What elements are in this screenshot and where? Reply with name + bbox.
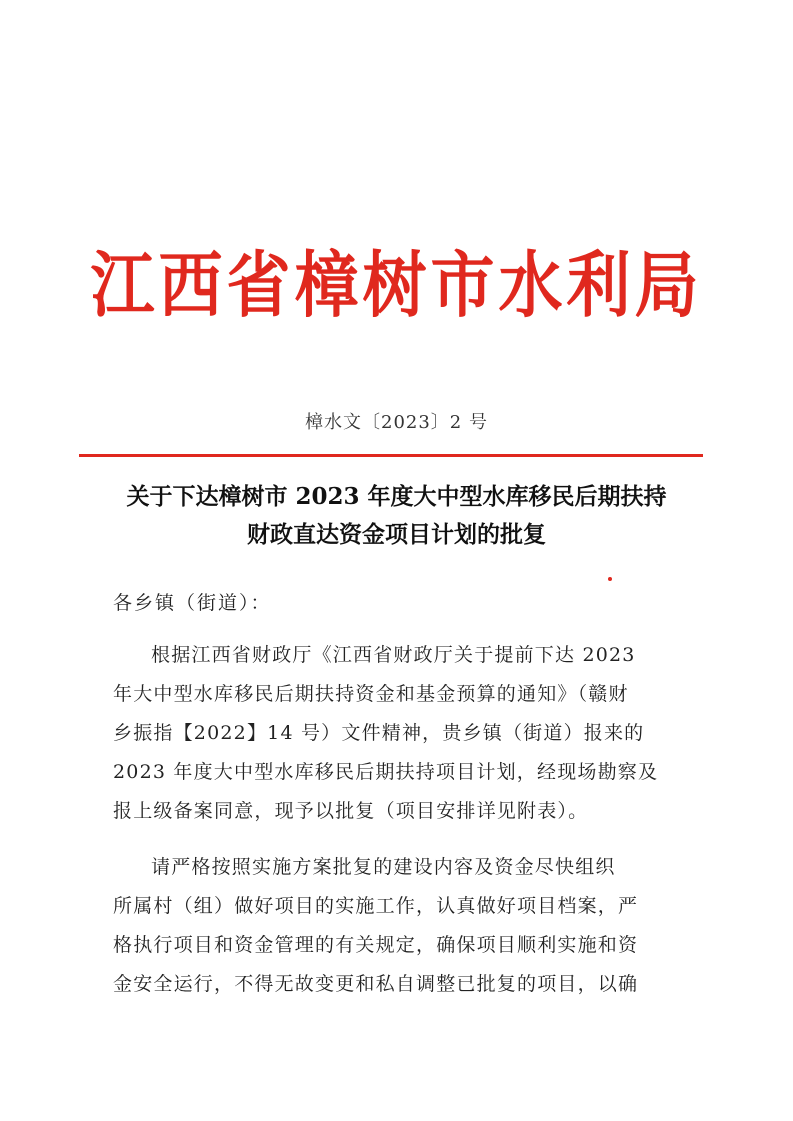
paragraph-1: [113, 636, 673, 831]
paragraph-line: 格执行项目和资金管理的有关规定，确保项目顺利实施和资: [113, 934, 639, 956]
paragraph-line: 2023 年度大中型水库移民后期扶持项目计划，经现场勘察及: [113, 761, 659, 783]
paragraph-2: [113, 848, 673, 1004]
paragraph-line: 报上级备案同意，现予以批复（项目安排详见附表）。: [113, 800, 589, 822]
paragraph-line: 年大中型水库移民后期扶持资金和基金预算的通知》（赣财: [113, 683, 629, 705]
red-divider-line: [79, 454, 703, 457]
document-number: 樟水文〔2023〕2 号: [305, 412, 488, 433]
paragraph-line: 金安全运行，不得无故变更和私自调整已批复的项目，以确: [113, 973, 639, 995]
red-dot-mark: [608, 577, 612, 581]
salutation: 各乡镇（街道）：: [113, 592, 272, 614]
issuing-organization-header: 江西省樟树市水利局: [90, 243, 703, 328]
paragraph-line: 所属村（组）做好项目的实施工作，认真做好项目档案，严: [113, 895, 639, 917]
title-line-2: 财政直达资金项目计划的批复: [247, 521, 546, 548]
paragraph-line: 请严格按照实施方案批复的建设内容及资金尽快组织: [151, 856, 616, 878]
paragraph-line: 乡振指【2022】14 号）文件精神，贵乡镇（街道）报来的: [113, 722, 645, 744]
title-line-1: 关于下达樟树市 2023 年度大中型水库移民后期扶持: [126, 483, 667, 510]
paragraph-line: 根据江西省财政厅《江西省财政厅关于提前下达 2023: [151, 644, 636, 666]
document-title: [60, 478, 733, 554]
